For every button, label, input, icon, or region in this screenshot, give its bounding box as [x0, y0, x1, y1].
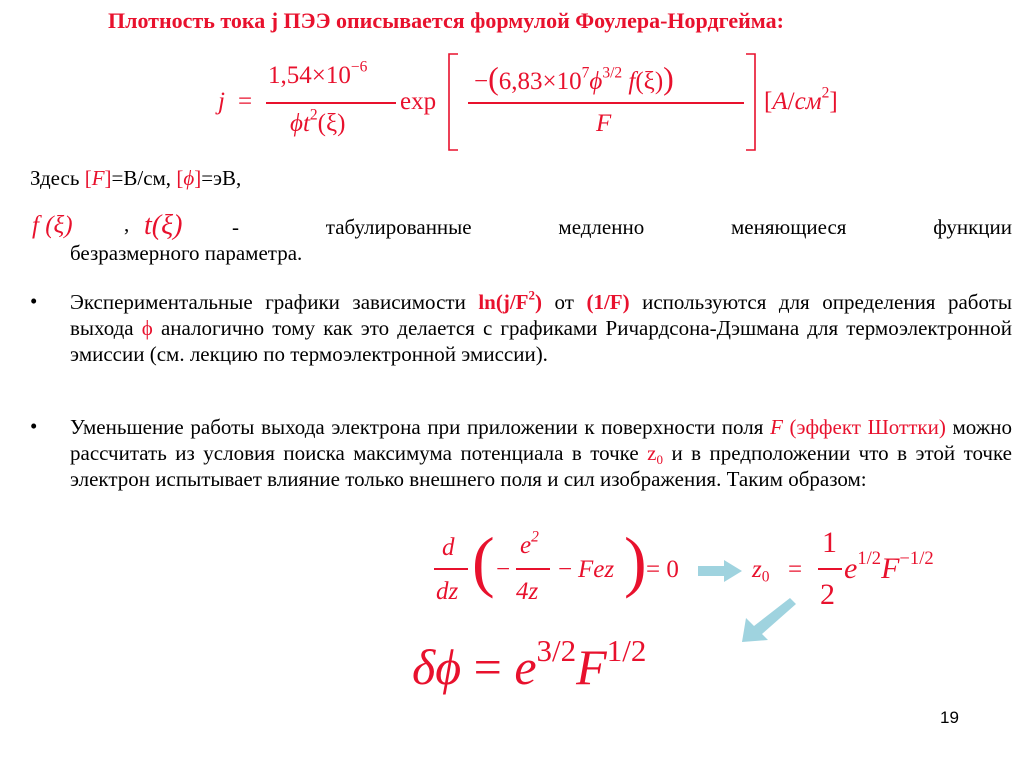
- f-xi-function: f (ξ): [32, 212, 73, 239]
- fowler-nordheim-formula: [218, 50, 878, 158]
- t-xi-function: t(ξ): [144, 210, 183, 241]
- z0-symbol: $z_0$: [752, 556, 770, 586]
- derivative-condition-formula: [434, 523, 974, 620]
- fn-equals: =: [238, 88, 253, 115]
- fn-exp-denominator: F: [596, 110, 612, 137]
- deriv-inner-fraction-bar: [516, 568, 550, 570]
- z0-two: 2: [820, 578, 835, 611]
- bullet-marker: •: [30, 414, 38, 438]
- schottky-result-formula: $\delta\phi = e^{3/2}F^{1/2}$: [412, 632, 647, 695]
- z0-equals: =: [788, 556, 803, 583]
- deriv-fez: Fez: [578, 556, 615, 583]
- fn-exp-label: exp: [400, 88, 437, 115]
- fn-units: $[A/см^2]$: [764, 84, 838, 115]
- deriv-equals-zero: = 0: [646, 556, 679, 583]
- deriv-minus-2: −: [558, 556, 573, 583]
- page-number: 19: [940, 708, 959, 727]
- fn-denominator: $\phi t^2(\xi)$: [290, 106, 346, 137]
- bullet-marker: •: [30, 289, 38, 313]
- slide-title: Плотность тока j ПЭЭ описывается формулой Фоулера-Нордгейма:: [108, 8, 784, 33]
- close-paren: ): [624, 523, 647, 599]
- functions-comma: ,: [124, 212, 130, 236]
- fn-lhs-j: j: [218, 88, 225, 115]
- deriv-minus: −: [496, 556, 511, 583]
- z0-one: 1: [822, 526, 837, 559]
- bullet-experimental-graphs: Экспериментальные графики зависимости $\ln(j/F^2)$ от (1/F) используются для определения работы выхода ϕ аналогично тому как это делается с графиками Ричардсона-Дэшмана для термоэлектронной эмиссии (см. лекцию по термоэлектронной эмиссии).: [70, 287, 1012, 366]
- deriv-fraction-bar: [434, 568, 468, 570]
- right-arrow-icon: [696, 558, 744, 584]
- deriv-4z: 4z: [516, 578, 539, 605]
- fn-exp-fraction-bar: [468, 102, 744, 104]
- right-bracket-icon: [744, 52, 758, 152]
- fn-exp-numerator: $-(6,83\times 10^7\phi^{3/2}$ f(ξ)): [474, 60, 674, 96]
- deriv-dz: dz: [436, 578, 459, 605]
- bullet-schottky-effect: Уменьшение работы выхода электрона при приложении к поверхности поля F (эффект Шоттки) можно рассчитать из условия поиска максимума потенциала в точке $z_0$ и в предположении что в этой точке электрон испытывает влияние только внешнего поля и сил изображения. Таким образом:: [70, 415, 1013, 491]
- units-line: Здесь [F]=В/см, [ϕ]=эВ,: [30, 166, 242, 190]
- fn-coefficient: $1,54\times 10^{-6}$: [268, 58, 368, 89]
- z0-fraction-bar: [818, 568, 842, 570]
- fn-fraction-bar: [266, 102, 396, 104]
- down-left-arrow-icon: [738, 594, 798, 646]
- deriv-d: d: [442, 534, 455, 561]
- functions-description-line1: - табулированные медленно меняющиеся функции: [232, 215, 1012, 239]
- functions-description-line2: безразмерного параметра.: [70, 241, 303, 265]
- left-bracket-icon: [446, 52, 460, 152]
- open-paren: (: [472, 523, 495, 599]
- z0-rhs: $e^{1/2}F^{-1/2}$: [844, 548, 934, 585]
- deriv-e-squared: $e^2$: [520, 528, 539, 559]
